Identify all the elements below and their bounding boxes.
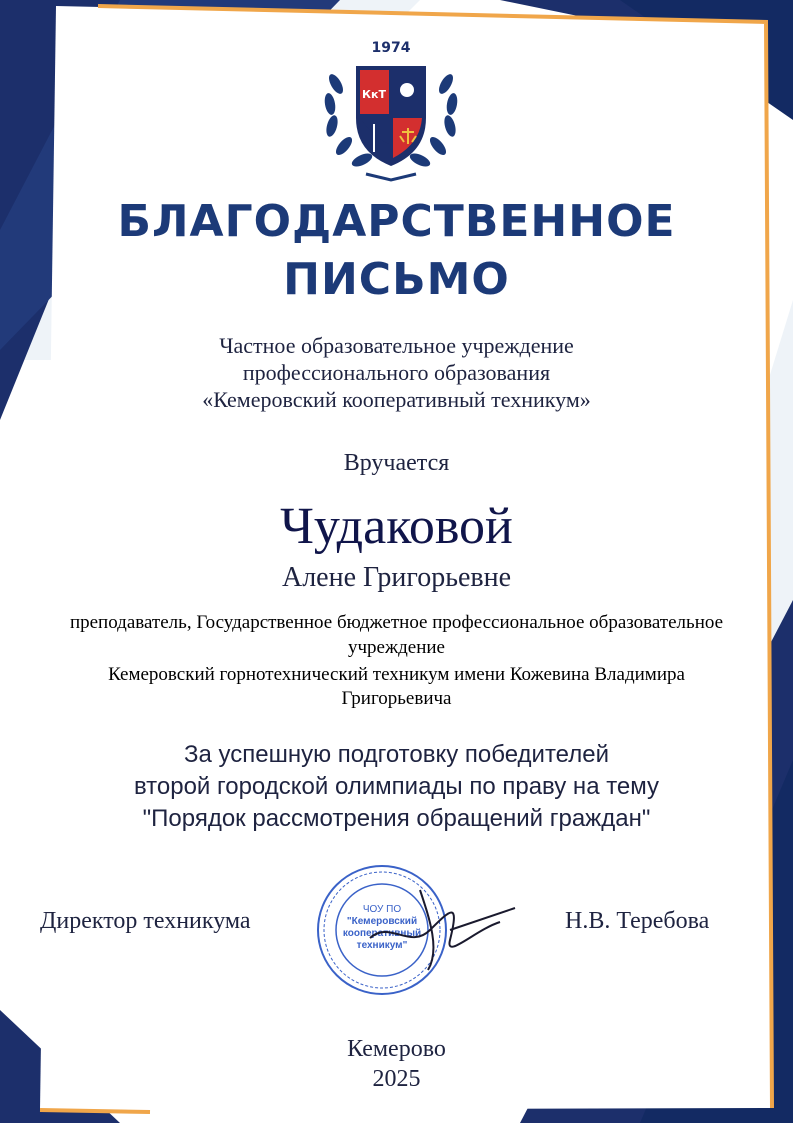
orange-accent-bottom-left [40, 1110, 150, 1112]
logo-monogram: КкТ [362, 88, 386, 101]
position-line-1: преподаватель, Государственное бюджетное профессиональное образовательное [69, 612, 724, 633]
title-line-1: БЛАГОДАРСТВЕННОЕ [117, 196, 676, 247]
college-emblem [316, 34, 466, 184]
shield-icon [356, 66, 426, 166]
signature-name: Н.В. Теребова [565, 908, 710, 934]
stamp-line-2: "Кемеровский [346, 916, 418, 927]
stamp-line-3: кооперативный [342, 928, 422, 939]
organization-line-2: профессионального образования [242, 360, 551, 385]
position-line-3: Кемеровский горнотехнический техникум имени Кожевина Владимира [108, 664, 685, 685]
official-stamp [300, 860, 530, 1000]
awarded-label: Вручается [343, 450, 450, 476]
position-line-2: учреждение [348, 637, 445, 658]
recipient-surname: Чудаковой [280, 498, 513, 555]
organization-line-1: Частное образовательное учреждение [219, 333, 574, 358]
reason-line-2: второй городской олимпиады по праву на тему [133, 773, 660, 800]
ribbon-icon [366, 174, 416, 180]
position-line-4: Григорьевича [341, 688, 452, 709]
footer-city: Кемерово [347, 1036, 446, 1062]
signature-title: Директор техникума [40, 908, 251, 934]
recipient-name: Алене Григорьевне [281, 562, 512, 593]
organization-line-3: «Кемеровский кооперативный техникум» [202, 387, 591, 412]
stamp-line-1: ЧОУ ПО [362, 904, 402, 915]
stamp-line-4: техникум" [356, 940, 408, 951]
footer-year: 2025 [372, 1066, 421, 1092]
logo-year: 1974 [371, 40, 411, 56]
title-line-2: ПИСЬМО [283, 254, 510, 305]
reason-line-1: За успешную подготовку победителей [184, 741, 609, 768]
reason-line-3: "Порядок рассмотрения обращений граждан" [142, 805, 651, 832]
